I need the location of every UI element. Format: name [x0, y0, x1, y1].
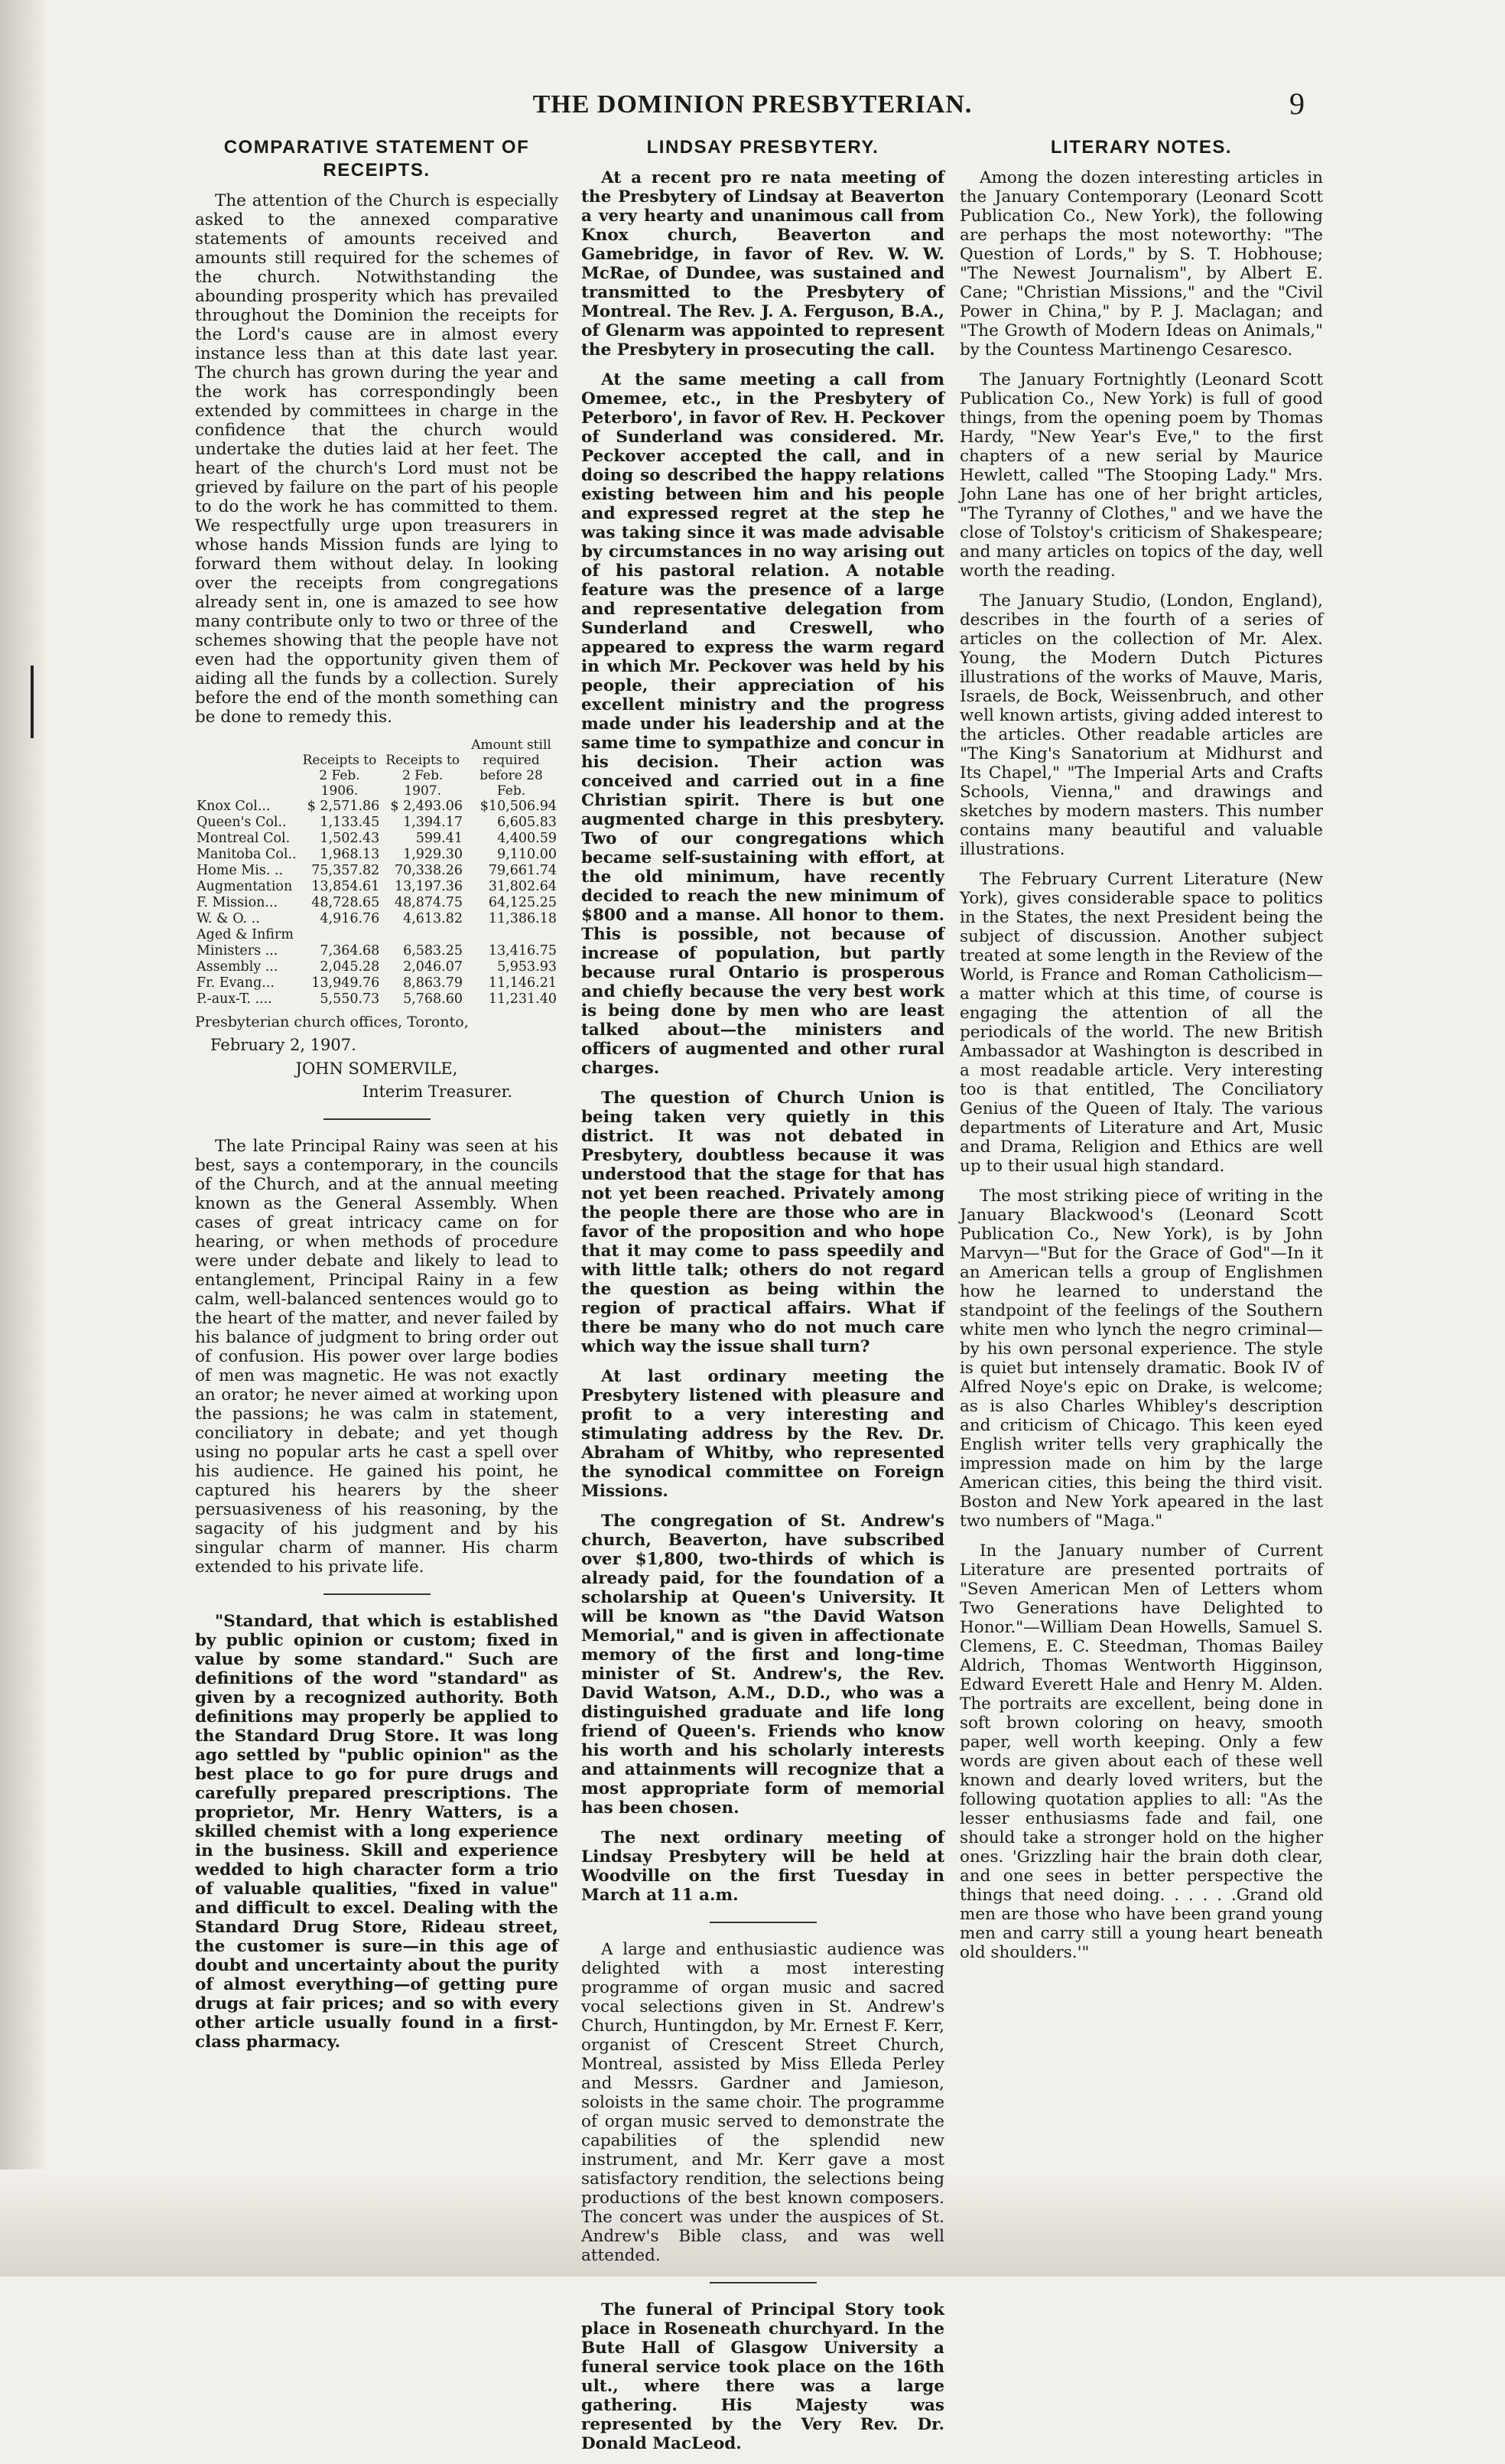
table-cell [464, 927, 558, 943]
table-row [195, 927, 558, 943]
table-cell: 11,231.40 [488, 991, 557, 1007]
table-cell: 48,728.65 [311, 895, 380, 910]
table-row [195, 831, 558, 847]
table-cell: Fr. Evang... [197, 975, 275, 991]
scan-shadow-left [0, 0, 46, 2277]
table-row [195, 815, 558, 831]
running-head: THE DOMINION PRESBYTERIAN. [532, 90, 973, 119]
heading-lindsay-presbytery: LINDSAY PRESBYTERY. [646, 137, 879, 158]
column-1 [195, 136, 558, 2062]
signer-name: JOHN SOMERVILE, [295, 1059, 458, 1078]
heading-comparative-statement: COMPARATIVE STATEMENT OF RECEIPTS. [223, 137, 530, 181]
literary-note: The February Current Literature (New York), gives considerable space to politics in the States, the next President being the subject of discussion. Another subject treated at some length in the Review of the World, is France and Roman Catholicism—a matter which at this time, of course is engaging the attention of all the periodicals of the world. The new British Ambassador at Washington is described in a most readable article. Very interesting too is that entitled, The Conciliatory Genius of the Queen of Italy. The various departments of Literature and Art, Music and Drama, Religion and Ethics are well up to their usual high standard. [960, 870, 1323, 1176]
table-cell: Assembly ... [197, 959, 278, 975]
table-cell: 6,583.25 [403, 943, 463, 959]
table-cell: F. Mission... [197, 895, 278, 910]
lindsay-paragraph: At a recent pro re nata meeting of the Presbytery of Lindsay at Beaverton a very hearty and unanimous call from Knox church, Beaverton and Gamebridge, in favor of Rev. W. W. McRae, of Dundee, was sustained and transmitted to the Presbytery of Montreal. The Rev. J. A. Ferguson, B.A., of Glenarm was appointed to represent the Presbytery in prosecuting the call. [581, 168, 944, 360]
table-cell: 2,045.28 [320, 959, 380, 975]
table-row [195, 863, 558, 879]
principal-story-funeral: The funeral of Principal Story took place in Roseneath churchyard. In the Bute Hall of Glasgow University a funeral service took place on the 16th ult., where there was a large gathering. His Majesty was represented by the Very Rev. Dr. Donald MacLeod. [581, 2300, 944, 2453]
table-cell: 31,802.64 [488, 879, 557, 894]
lindsay-paragraph: At last ordinary meeting the Presbytery listened with pleasure and profit to a very interesting and stimulating address by the Rev. Dr. Abraham of Whitby, who represented the synodical committee on Foreign Missions. [581, 1367, 944, 1501]
divider-rule [710, 2282, 817, 2283]
table-cell: 70,338.26 [394, 863, 463, 878]
lindsay-paragraph: The congregation of St. Andrew's church, Beaverton, have subscribed over $1,800, two-thirds of which is already paid, for the foundation of a scholarship at Queen's University. It will be known as "the David Watson Memorial," and is given in affectionate memory of the first and long-time minister of St. Andrew's, the Rev. David Watson, A.M., D.D., who was a distinguished graduate and life long friend of Queen's. Friends who know his worth and his scholarly interests and attainments will recognize that a most appropriate form of memorial has been chosen. [581, 1512, 944, 1818]
rainy-article: The late Principal Rainy was seen at his best, says a contemporary, in the councils of the Church, and at the annual meeting known as the General Assembly. When cases of great intricacy came on for hearing, or when methods of procedure were under debate and likely to lead to entanglement, Principal Rainy in a few calm, well-balanced sentences would go to the heart of the matter, and never failed by his balance of judgment to bring order out of confusion. His power over large bodies of men was magnetic. He was not exactly an orator; he never aimed at working upon the passions; he was calm in statement, conciliatory in debate; and yet though using no popular arts he cast a spell over his audience. He gained his point, he captured his hearers by the sheer persuasiveness of his reasoning, by the sagacity of his judgment and by his singular charm of manner. His charm extended to his private life. [195, 1137, 558, 1577]
literary-note: Among the dozen interesting articles in the January Contemporary (Leonard Scott Publication Co., New York), the following are perhaps the most noteworthy: "The Question of Lords," by S. T. Hobhouse; "The Newest Journalism", by Albert E. Cane; "Christian Missions," and the "Civil Power in China," by P. J. Maclagan; and "The Growth of Modern Ideas on Animals," by the Countess Martinengo Cesaresco. [960, 168, 1323, 360]
signer-title: Interim Treasurer. [362, 1082, 512, 1101]
table-cell: Knox Col... [197, 799, 271, 814]
table-cell: 11,146.21 [488, 975, 557, 991]
table-cell: W. & O. .. [197, 911, 260, 926]
table-cell: 1,133.45 [320, 815, 380, 830]
table-row [195, 991, 558, 1007]
margin-mark [31, 666, 34, 738]
heading-literary-notes: LITERARY NOTES. [1050, 137, 1233, 158]
receipts-header-cell [195, 737, 298, 799]
literary-note: The most striking piece of writing in the January Blackwood's (Leonard Scott Publication Co., New York), is by John Marvyn—"But for the Grace of God"—In it an American tells a group of Englishmen how he learned to understand the standpoint of the feelings of the Southern white men who lynch the negro criminal—by his own personal experience. The style is quiet but intensely dramatic. Book IV of Alfred Noye's epic on Drake, is welcome; as is also Charles Whibley's description and criticism of Chicago. This keen eyed English writer tells very graphically the impression made on him by the large American cities, this being the third visit. Boston and New York apeared in the last two numbers of "Maga." [960, 1186, 1323, 1531]
receipts-header-row [195, 737, 558, 799]
table-cell: 7,364.68 [320, 943, 380, 959]
table-cell: Home Mis. .. [197, 863, 284, 878]
table-cell: Queen's Col.. [197, 815, 287, 830]
lindsay-paragraph: At the same meeting a call from Omemee, etc., in the Presbytery of Peterboro', in favor of Rev. H. Peckover of Sunderland was considered. Mr. Peckover accepted the call, and in doing so described the happy relations existing between him and his people and expressed regret at the step he was taking since it was made advisable by circumstances in no way arising out of his pastoral relation. A notable feature was the presence of a large and representative delegation from Sunderland and Creswell, who appeared to express the warm regard in which Mr. Peckover was held by his people, their appreciation of his excellent ministry and the progress made under his leadership and at the same time to sympathize and concur in his decision. Their action was conceived and carried out in a fine Christian spirit. There is but one augmented charge in this presbytery. Two of our congregations which became self-sustaining with effort, at the old minimum, have recently decided to reach the new minimum of $800 and a manse. All honor to them. This is possible, not because of increase of population, but partly because rural Ontario is prosperous and chiefly because the very best work is being done by men who are least talked about—the ministers and officers of augmented and other rural charges. [581, 370, 944, 1078]
table-cell: 13,416.75 [488, 943, 557, 959]
table-cell: 5,550.73 [320, 991, 380, 1007]
table-cell: 5,768.60 [403, 991, 463, 1007]
table-cell: 48,874.75 [394, 895, 463, 910]
receipts-header-cell: Receipts to 2 Feb. 1906. [302, 753, 377, 799]
table-cell: 13,949.76 [311, 975, 380, 991]
table-cell: 4,613.82 [403, 911, 463, 926]
page-number: 9 [1289, 86, 1305, 121]
table-cell: $ 2,493.06 [390, 799, 463, 814]
table-cell: 64,125.25 [488, 895, 557, 910]
table-cell: 8,863.79 [403, 975, 463, 991]
divider-rule [710, 1922, 817, 1923]
divider-rule [323, 1593, 431, 1595]
table-cell: Ministers ... [197, 943, 278, 959]
huntingdon-concert: A large and enthusiastic audience was delighted with a most interesting programme of organ music and sacred vocal selections given in St. Andrew's Church, Huntingdon, by Mr. Ernest F. Kerr, organist of Crescent Street Church, Montreal, assisted by Miss Elleda Perley and Messrs. Gardner and Jamieson, soloists in the same choir. The programme of organ music served to demonstrate the capabilities of the splendid new instrument, and Mr. Kerr gave a most satisfactory rendition, the selections being productions of the best known composers. The concert was under the auspices of St. Andrew's Bible class, and was well attended. [581, 1940, 944, 2265]
lindsay-paragraph: The question of Church Union is being taken very quietly in this district. It was not debated in Presbytery, doubtless because it was understood that the stage for that has not yet been reached. Privately among the people there are those who are in favor of the proposition and who hope that it may come to pass speedily and with little talk; others do not regard the question as being within the region of practical affairs. What if there be many who do not much care which way the issue shall turn? [581, 1089, 944, 1356]
table-cell: 5,953.93 [497, 959, 557, 975]
table-cell: 11,386.18 [488, 911, 557, 926]
statement-date: February 2, 1907. [210, 1036, 356, 1054]
receipts-intro: The attention of the Church is especially asked to the annexed comparative statements of amounts received and amounts still required for the schemes of the church. Notwithstanding the abounding prosperity which has prevailed throughout the Dominion the receipts for the Lord's cause are in almost every instance less than at this date last year. The church has grown during the year and the work has correspondingly been extended by committees in charge in the confidence that the church would undertake the duties laid at her feet. The heart of the church's Lord must not be grieved by failure on the part of his people to do the work he has committed to them. We respectfully urge upon treasurers in whose hands Mission funds are lying to forward them without delay. In looking over the receipts from congregations already sent in, one is amazed to see how many contribute only to two or three of the schemes showing that the people have not even had the opportunity given them of aiding all the funds by a collection. Surely before the end of the month something can be done to remedy this. [195, 191, 558, 727]
table-cell: 6,605.83 [497, 815, 557, 830]
table-row [195, 879, 558, 895]
table-cell: 599.41 [415, 831, 463, 846]
receipts-header-cell: Amount still required before 28 Feb. [471, 737, 551, 799]
table-row [195, 975, 558, 991]
table-cell: 4,916.76 [320, 911, 380, 926]
table-cell: 1,929.30 [403, 847, 463, 862]
table-row [195, 959, 558, 975]
table-row [195, 911, 558, 927]
table-cell: 13,854.61 [311, 879, 380, 894]
table-row [195, 895, 558, 911]
column-2 [581, 136, 944, 2464]
table-cell: 1,394.17 [403, 815, 463, 830]
divider-rule [323, 1118, 431, 1120]
table-row [195, 943, 558, 959]
literary-note: The January Studio, (London, England), describes in the fourth of a series of articles on the collection of Mr. Alex. Young, the Modern Dutch Pictures illustrations of the works of Mauve, Maris, Israels, de Bock, Weissenbruch, and other well known artists, giving added interest to the articles. Other readable articles are "The King's Sanatorium at Midhurst and Its Chapel," "The Imperial Arts and Crafts Schools, Vienna," and drawings and sketches by modern masters. This number contains many beautiful and valuable illustrations. [960, 591, 1323, 859]
literary-note: In the January number of Current Literature are presented portraits of "Seven American Men of Letters whom Two Generations have Delighted to Honor."—William Dean Howells, Samuel S. Clemens, E. C. Steedman, Thomas Bailey Aldrich, Thomas Wentworth Higginson, Edward Everett Hale and Henry M. Alden. The portraits are excellent, being done in soft brown coloring on heavy, smooth paper, well worth keeping. Only a few words are given about each of these well known and dearly loved writers, but the following quotation applies to all: "As the lesser enthusiasms fade and fail, one should take a stronger hold on the higher ones. 'Grizzling hair the brain doth clear, and one sees in better perspective the things that need doing. . . . . .Grand old men are those who have been grand young men and carry still a young heart beneath old shoulders.'" [960, 1541, 1323, 1962]
table-cell [298, 927, 382, 943]
table-cell: Augmentation [197, 879, 293, 894]
table-cell: 1,968.13 [320, 847, 380, 862]
table-cell: Montreal Col. [197, 831, 291, 846]
table-cell: 1,502.43 [320, 831, 380, 846]
table-cell: $ 2,571.86 [307, 799, 380, 814]
table-cell: P.-aux-T. .... [197, 991, 272, 1007]
table-cell [381, 927, 464, 943]
office-line: Presbyterian church offices, Toronto, [195, 1014, 469, 1030]
table-row [195, 799, 558, 815]
table-cell: Aged & Infirm [197, 927, 294, 942]
table-cell: 79,661.74 [488, 863, 557, 878]
lindsay-paragraph: The next ordinary meeting of Lindsay Presbytery will be held at Woodville on the first Tuesday in March at 11 a.m. [581, 1828, 944, 1905]
literary-note: The January Fortnightly (Leonard Scott Publication Co., New York) is full of good things, from the opening poem by Thomas Hardy, "New Year's Eve," to the first chapters of a new serial by Maurice Hewlett, called "The Stooping Lady." Mrs. John Lane has one of her bright articles, "The Tyranny of Clothes," and we have the close of Tolstoy's criticism of Shakespeare; and many articles on topics of the day, well worth the reading. [960, 370, 1323, 581]
standard-drug-store-notice: "Standard, that which is established by public opinion or custom; fixed in value by some standard." Such are definitions of the word "standard" as given by a recognized authority. Both definitions may properly be applied to the Standard Drug Store. It was long ago settled by "public opinion" as the best place to go for pure drugs and carefully prepared prescriptions. The proprietor, Mr. Henry Watters, is a skilled chemist with a long experience in the business. Skill and experience wedded to high character form a trio of valuable qualities, "fixed in value" and difficult to excel. Dealing with the Standard Drug Store, Rideau street, the customer is sure—in this age of doubt and uncertainty about the purity of almost everything—of getting pure drugs at fair prices; and so with every other article usually found in a first-class pharmacy. [195, 1612, 558, 2052]
table-cell: $10,506.94 [479, 799, 557, 814]
table-cell: 9,110.00 [497, 847, 557, 862]
table-cell: 4,400.59 [497, 831, 557, 846]
table-row [195, 847, 558, 863]
table-cell: Manitoba Col.. [197, 847, 297, 862]
column-3 [960, 136, 1323, 1973]
table-cell: 13,197.36 [394, 879, 463, 894]
table-cell: 2,046.07 [403, 959, 463, 975]
receipts-header-cell: Receipts to 2 Feb. 1907. [385, 753, 460, 799]
table-cell: 75,357.82 [311, 863, 380, 878]
receipts-table [195, 737, 558, 1007]
